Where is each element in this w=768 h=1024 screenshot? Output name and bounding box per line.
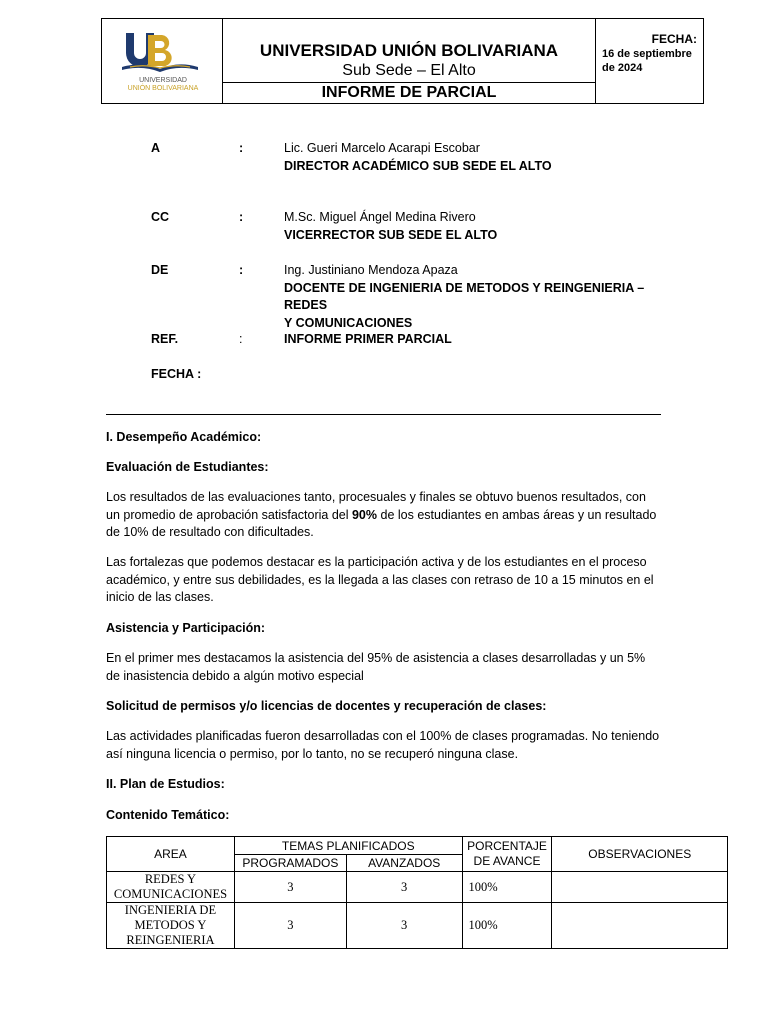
header-observaciones: OBSERVACIONES	[552, 837, 728, 872]
cell-area: REDES Y COMUNICACIONES	[107, 872, 235, 903]
table-row	[107, 903, 728, 949]
cc-label: CC	[151, 210, 170, 224]
evaluation-p1-text: Los resultados de las evaluaciones tanto, procesuales y finales se obtuvo buenos resultados, con un promedio de aprobación satisfactoria del	[106, 490, 646, 522]
evaluation-p1-text-end: de los estudiantes en ambas áreas y un resultado de 10% de resultado con dificultades.	[106, 507, 657, 539]
cell-programados: 3	[234, 872, 346, 903]
evaluation-title: Evaluación de Estudiantes:	[106, 460, 269, 474]
cell-area: INGENIERIA DE METODOS Y REINGENIERIA	[107, 903, 235, 949]
cc-value	[284, 209, 664, 244]
to-name: Lic. Gueri Marcelo Acarapi Escobar	[284, 141, 480, 155]
memo-date-label: FECHA :	[151, 367, 202, 381]
attendance-paragraph: En el primer mes destacamos la asistencia del 95% de asistencia a clases desarrolladas y un 5% de inasistencia debido a algún motivo especial	[106, 651, 646, 683]
table-header-row	[107, 837, 728, 855]
from-title-line2: Y COMUNICACIONES	[284, 315, 413, 330]
title-cell	[223, 19, 596, 103]
ref-label: REF.	[151, 332, 179, 346]
from-name: Ing. Justiniano Mendoza Apaza	[284, 263, 458, 277]
date-cell	[596, 19, 703, 103]
ref-value: INFORME PRIMER PARCIAL	[284, 332, 452, 346]
table-row	[107, 872, 728, 903]
to-colon: :	[239, 141, 244, 155]
cell-observaciones	[552, 903, 728, 949]
separator-line	[106, 414, 661, 415]
evaluation-p1-bold: 90%	[351, 507, 378, 522]
cell-porcentaje: 100%	[462, 872, 552, 903]
date-value: 16 de septiembre de 2024	[602, 48, 692, 74]
institution-block	[223, 19, 595, 83]
university-logo	[108, 27, 218, 75]
to-value	[284, 140, 664, 175]
from-label: DE	[151, 263, 169, 277]
content-title: Contenido Temático:	[106, 808, 230, 822]
from-title-line1: DOCENTE DE INGENIERIA DE METODOS Y REINGENIERIA – REDES	[284, 280, 645, 312]
university-name: UNIVERSIDAD UNIÓN BOLIVARIANA	[259, 41, 559, 60]
header-temas: TEMAS PLANIFICADOS	[234, 837, 462, 855]
evaluation-paragraph-1	[106, 489, 662, 542]
cc-colon: :	[239, 210, 244, 224]
header-area: AREA	[107, 837, 235, 872]
evaluation-paragraph-2: Las fortalezas que podemos destacar es la participación activa y de los estudiantes en el proceso académico, y entre sus debilidades, es la llegada a las clases con retraso de 10 a 15 minutos en el inicio de las clases.	[106, 555, 654, 604]
permissions-paragraph: Las actividades planificadas fueron desarrolladas con el 100% de clases programadas. No teniendo así ninguna licencia o permiso, por lo tanto, no se recuperó ninguna clase.	[106, 729, 660, 761]
permissions-title: Solicitud de permisos y/o licencias de docentes y recuperación de clases:	[106, 699, 547, 713]
section-1-title: I. Desempeño Académico:	[106, 430, 262, 444]
from-value	[284, 262, 664, 332]
content-table	[106, 836, 728, 949]
ref-colon: :	[239, 332, 243, 346]
to-label: A	[151, 141, 161, 155]
cell-avanzados: 3	[346, 872, 462, 903]
header-programados: PROGRAMADOS	[234, 855, 346, 872]
sub-sede: Sub Sede – El Alto	[342, 62, 476, 79]
logo-text-line2: UNIÓN BOLIVARIANA	[127, 85, 199, 92]
header-porcentaje: PORCENTAJE DE AVANCE	[462, 837, 552, 872]
logo-text-line1: UNIVERSIDAD	[139, 77, 187, 84]
from-colon: :	[239, 263, 244, 277]
attendance-title: Asistencia y Participación:	[106, 621, 266, 635]
cell-observaciones	[552, 872, 728, 903]
header-avanzados: AVANZADOS	[346, 855, 462, 872]
document-header	[101, 18, 704, 104]
cc-name: M.Sc. Miguel Ángel Medina Rivero	[284, 210, 476, 224]
date-label: FECHA:	[651, 32, 697, 46]
cell-porcentaje: 100%	[462, 903, 552, 949]
cell-avanzados: 3	[346, 903, 462, 949]
section-2-title: II. Plan de Estudios:	[106, 777, 225, 791]
cc-title: VICERRECTOR SUB SEDE EL ALTO	[284, 227, 498, 242]
to-title: DIRECTOR ACADÉMICO SUB SEDE EL ALTO	[284, 158, 552, 173]
report-title: INFORME DE PARCIAL	[321, 84, 497, 101]
cell-programados: 3	[234, 903, 346, 949]
logo-cell	[102, 19, 223, 103]
